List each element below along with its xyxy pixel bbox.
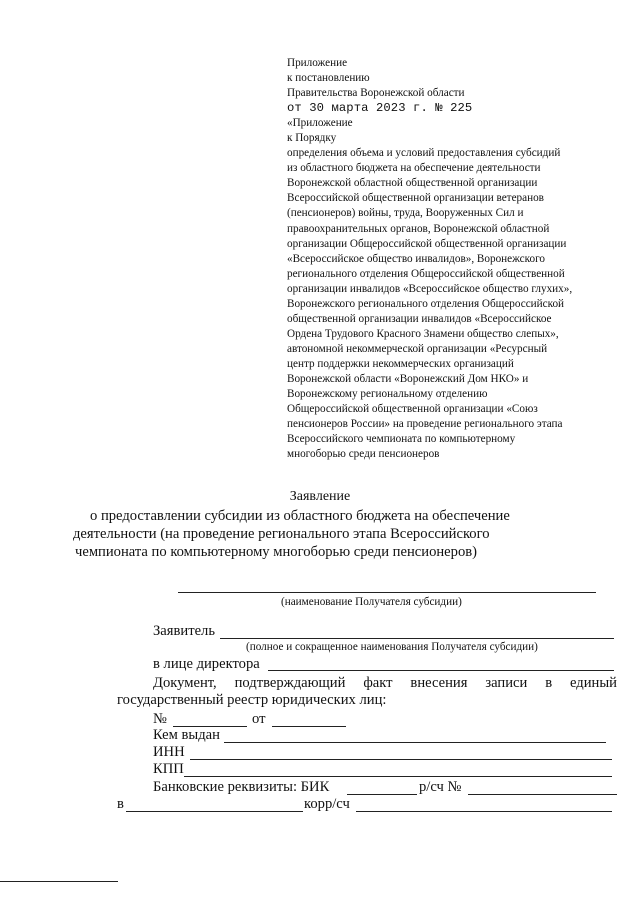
statement-word: внесения (410, 675, 468, 691)
document-subtitle (0, 507, 640, 561)
document-title: Заявление (289, 489, 351, 504)
attachment-line: Ордена Трудового Красного Знамени общество слепых», (287, 327, 559, 340)
attachment-line: Общероссийской общественной организации «Союз (287, 403, 538, 416)
issued-by-label: Кем выдан (153, 727, 220, 743)
attachment-date-line: от 30 марта 2023 г. № 225 (287, 101, 473, 116)
kpp-field[interactable] (184, 776, 612, 777)
statement-word: факт (363, 675, 393, 691)
attachment-line: к Порядку (287, 132, 337, 145)
statement-word: в (545, 675, 553, 691)
attachment-line: центр поддержки некоммерческих организаций (287, 357, 514, 370)
attachment-line: из областного бюджета на обеспечение деятельности (287, 162, 541, 175)
subtitle-line: о предоставлении субсидии из областного бюджета на обеспечение (90, 508, 510, 524)
statement-word: записи (485, 675, 528, 691)
registry-line: государственный реестр юридических лиц: (117, 692, 387, 708)
kpp-label: КПП (153, 761, 184, 777)
attachment-line: Воронежской областной общественной организации (287, 177, 538, 190)
attachment-line: определения объема и условий предоставления субсидий (287, 147, 561, 160)
attachment-header (287, 56, 617, 462)
footnote-divider (0, 881, 118, 882)
from-label: от (252, 711, 266, 727)
attachment-line: Воронежскому региональному отделению (287, 388, 488, 401)
director-label: в лице директора (153, 656, 260, 672)
director-field[interactable] (268, 670, 614, 671)
recipient-name-field[interactable] (178, 592, 596, 593)
attachment-line: регионального отделения Общероссийской общественной (287, 267, 565, 280)
attachment-line: «Всероссийское общество инвалидов», Воронежского (287, 252, 545, 265)
account-label: р/сч № (419, 779, 462, 795)
inn-label: ИНН (153, 744, 185, 760)
applicant-field[interactable] (220, 638, 614, 639)
attachment-line: автономной некоммерческой организации «Ресурсный (287, 342, 548, 355)
bik-field[interactable] (347, 794, 417, 795)
account-field[interactable] (468, 794, 617, 795)
subtitle-line: деятельности (на проведение регионального этапа Всероссийского (73, 526, 490, 542)
bank-name-field[interactable] (126, 811, 303, 812)
attachment-line: организации инвалидов «Всероссийское общество глухих», (287, 282, 573, 295)
attachment-line: «Приложение (287, 117, 353, 130)
subtitle-line: чемпионата по компьютерному многоборью среди пенсионеров) (75, 544, 477, 560)
corr-account-field[interactable] (356, 811, 612, 812)
attachment-line: правоохранительных органов, Воронежской областной (287, 222, 550, 235)
attachment-line: Всероссийской общественной организации ветеранов (287, 192, 544, 205)
attachment-line: Приложение (287, 57, 348, 69)
issued-by-field[interactable] (224, 742, 606, 743)
attachment-line: Воронежского регионального отделения Общероссийской (287, 297, 565, 310)
attachment-line: Воронежской области «Воронежский Дом НКО» и (287, 372, 529, 385)
statement-word: подтверждающий (234, 675, 346, 691)
document-statement (153, 675, 617, 692)
date-field[interactable] (272, 726, 346, 727)
attachment-line: (пенсионеров) войны, труда, Вооруженных Сил и (287, 207, 524, 220)
attachment-line: пенсионеров России» на проведение регионального этапа (287, 418, 563, 431)
attachment-line: Всероссийского чемпионата по компьютерному (287, 433, 516, 446)
recipient-caption: (наименование Получателя субсидии) (281, 596, 462, 608)
inn-field[interactable] (190, 759, 612, 760)
in-label: в (117, 796, 124, 812)
attachment-line: организации Общероссийской общественной организации (287, 237, 567, 250)
attachment-line: многоборью среди пенсионеров (287, 448, 440, 461)
statement-word: единый (569, 675, 617, 691)
number-label: № (153, 711, 167, 727)
attachment-line: Правительства Воронежской области (287, 87, 465, 100)
applicant-caption: (полное и сокращенное наименования Получателя субсидии) (246, 641, 538, 653)
attachment-line: общественной организации инвалидов «Всероссийское (287, 312, 552, 325)
corr-label: корр/сч (304, 796, 350, 812)
attachment-line: к постановлению (287, 72, 370, 85)
bank-label: Банковские реквизиты: БИК (153, 779, 330, 795)
statement-word: Документ, (153, 675, 217, 691)
applicant-label: Заявитель (153, 623, 215, 639)
